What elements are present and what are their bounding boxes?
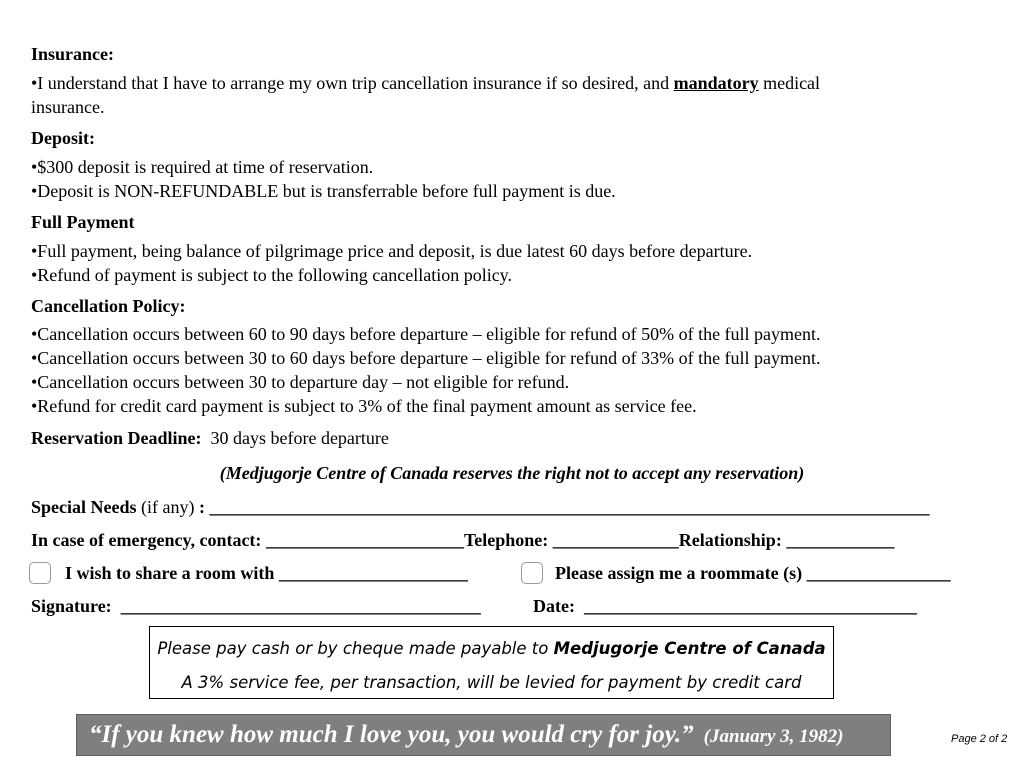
- quote-text: “If you knew how much I love you, you would cry for joy.”: [89, 721, 694, 748]
- cancellation-item: •Cancellation occurs between 30 to 60 days before departure – eligible for refund of 33% of the full payment.: [31, 348, 821, 368]
- cancellation-item: •Cancellation occurs between 30 to departure day – not eligible for refund.: [31, 372, 570, 392]
- insurance-mandatory: mandatory: [673, 73, 759, 93]
- special-needs-field[interactable]: ________________________________________________________________________________: [204, 497, 930, 517]
- assign-roommate-label: Please assign me a roommate (s): [555, 563, 807, 583]
- date-field[interactable]: _____________________________________: [583, 596, 917, 616]
- signature-label: Signature:: [31, 596, 117, 616]
- insurance-text-line2: insurance.: [31, 97, 105, 117]
- signature-field[interactable]: ________________________________________: [120, 596, 481, 616]
- payment-prefix: Please pay cash or by cheque made payable to: [157, 639, 554, 658]
- insurance-text-before: •I understand that I have to arrange my own trip cancellation insurance if so desired, and: [31, 73, 674, 93]
- telephone-field[interactable]: ______________: [552, 530, 679, 550]
- deposit-item: •$300 deposit is required at time of reservation.: [31, 157, 374, 177]
- special-needs-colon: :: [198, 497, 205, 517]
- assign-roommate-checkbox[interactable]: [521, 562, 543, 584]
- payment-instructions-box: [149, 626, 834, 699]
- assign-roommate-row: [555, 563, 951, 584]
- special-needs-qualifier: (if any): [136, 497, 199, 517]
- full-payment-heading: Full Payment: [31, 212, 135, 232]
- insurance-text-after: medical: [758, 73, 821, 93]
- quote-date: (January 3, 1982): [703, 726, 844, 747]
- payment-line-2: A 3% service fee, per transaction, will be levied for payment by credit card: [181, 673, 802, 692]
- cancellation-item: •Refund for credit card payment is subject to 3% of the final payment amount as service fee.: [31, 396, 697, 416]
- share-room-field[interactable]: _____________________: [278, 563, 468, 583]
- deadline-label: Reservation Deadline:: [31, 428, 202, 448]
- date-row: [533, 596, 917, 617]
- reservation-notice: (Medjugorje Centre of Canada reserves the right not to accept any reservation): [219, 463, 805, 483]
- quote-line: [89, 721, 844, 749]
- deadline-value: 30 days before departure: [210, 428, 389, 448]
- signature-row: [31, 596, 481, 617]
- share-room-checkbox[interactable]: [29, 562, 51, 584]
- emergency-contact-label: In case of emergency, contact:: [31, 530, 266, 550]
- cancellation-item: •Cancellation occurs between 60 to 90 days before departure – eligible for refund of 50% of the full payment.: [31, 324, 821, 344]
- assign-roommate-field[interactable]: ________________: [806, 563, 951, 583]
- payment-payee: Medjugorje Centre of Canada: [553, 639, 826, 658]
- emergency-row: [31, 530, 894, 551]
- page-number: Page 2 of 2: [951, 733, 1008, 745]
- insurance-heading: Insurance:: [31, 44, 115, 64]
- insurance-text: [31, 73, 820, 94]
- full-payment-item: •Full payment, being balance of pilgrimage price and deposit, is due latest 60 days before departure.: [31, 241, 753, 261]
- deposit-item: •Deposit is NON-REFUNDABLE but is transferrable before full payment is due.: [31, 181, 616, 201]
- full-payment-item: •Refund of payment is subject to the following cancellation policy.: [31, 265, 513, 285]
- share-room-row: [65, 563, 468, 584]
- reservation-deadline: [31, 428, 389, 449]
- relationship-field[interactable]: ____________: [786, 530, 895, 550]
- quote-banner: [76, 714, 891, 756]
- telephone-label: Telephone:: [463, 530, 553, 550]
- emergency-contact-field[interactable]: ______________________: [265, 530, 464, 550]
- date-label: Date:: [533, 596, 580, 616]
- special-needs-label: Special Needs: [31, 497, 137, 517]
- cancellation-heading: Cancellation Policy:: [31, 296, 186, 316]
- payment-line-1: [150, 639, 833, 658]
- relationship-label: Relationship:: [678, 530, 787, 550]
- share-room-label: I wish to share a room with: [65, 563, 279, 583]
- special-needs-row: [31, 497, 929, 518]
- deposit-heading: Deposit:: [31, 128, 95, 148]
